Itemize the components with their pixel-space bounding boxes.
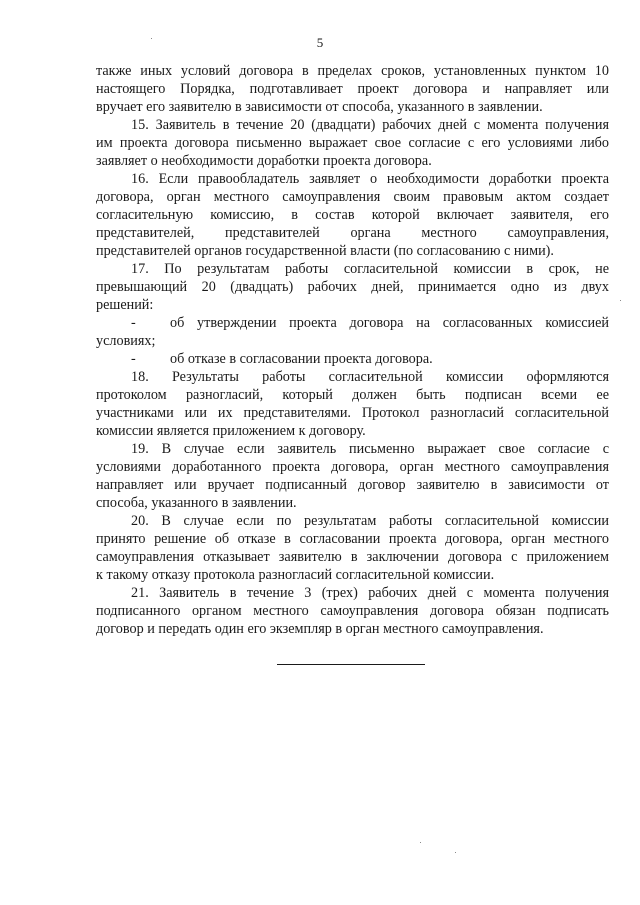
text-line: представителей органов государственной власти (по согласованию с ними). bbox=[96, 243, 554, 259]
text-line: 16. Если правообладатель заявляет о необходимости доработки проекта bbox=[131, 171, 609, 187]
text-line: условиях; bbox=[96, 333, 156, 349]
scan-speck bbox=[420, 842, 421, 843]
text-line: договор и передать один его экземпляр в орган местного самоуправления. bbox=[96, 621, 544, 637]
text-line: 19. В случае если заявитель письменно выражает свое согласие с bbox=[131, 441, 609, 457]
text-line: 15. Заявитель в течение 20 (двадцати) рабочих дней с момента получения bbox=[131, 117, 609, 133]
text-line: протоколом разногласий, который должен быть подписан всеми ее bbox=[96, 387, 609, 403]
text-line: условиями доработанного проекта договора, орган местного самоуправления bbox=[96, 459, 609, 475]
text-line: решений: bbox=[96, 297, 154, 313]
end-rule bbox=[277, 664, 425, 665]
text-line: им проекта договора письменно выражает свое согласие с его условиями либо bbox=[96, 135, 609, 151]
text-line: к такому отказу протокола разногласий согласительной комиссии. bbox=[96, 567, 495, 583]
scan-speck bbox=[620, 300, 621, 301]
text-line: 17. По результатам работы согласительной комиссии в срок, не bbox=[131, 261, 609, 277]
text-line: представителей, представителей органа местного самоуправления, bbox=[96, 225, 609, 241]
list-item-text: об утверждении проекта договора на согласованных комиссией bbox=[170, 315, 609, 331]
text-line: договора, орган местного самоуправления своим правовым актом создает bbox=[96, 189, 609, 205]
list-item-text: об отказе в согласовании проекта договора. bbox=[170, 351, 433, 367]
text-line: подписанного органом местного самоуправления договора обязан подписать bbox=[96, 603, 609, 619]
scan-speck bbox=[151, 38, 152, 39]
text-line: заявляет о необходимости доработки проекта договора. bbox=[96, 153, 432, 169]
bullet-marker: - bbox=[131, 315, 136, 331]
text-line: также иных условий договора в пределах сроков, установленных пунктом 10 bbox=[96, 63, 609, 79]
bullet-marker: - bbox=[131, 351, 136, 367]
text-line: 18. Результаты работы согласительной комиссии оформляются bbox=[131, 369, 609, 385]
text-line: комиссии является приложением к договору. bbox=[96, 423, 366, 439]
text-line: вручает его заявителю в зависимости от способа, указанного в заявлении. bbox=[96, 99, 543, 115]
text-line: участниками или их представителями. Протокол разногласий согласительной bbox=[96, 405, 609, 421]
scan-speck bbox=[455, 852, 456, 853]
text-line: самоуправления отказывает заявителю в заключении договора с приложением bbox=[96, 549, 609, 565]
text-line: согласительную комиссию, в состав которой включает заявителя, его bbox=[96, 207, 609, 223]
text-line: 20. В случае если по результатам работы согласительной комиссии bbox=[131, 513, 609, 529]
text-line: направляет или вручает подписанный договор заявителю в зависимости от bbox=[96, 477, 609, 493]
text-line: настоящего Порядка, подготавливает проект договора и направляет или bbox=[96, 81, 609, 97]
text-line: принято решение об отказе в согласовании проекта договора, орган местного bbox=[96, 531, 609, 547]
text-line: превышающий 20 (двадцать) рабочих дней, принимается одно из двух bbox=[96, 279, 609, 295]
text-line: 21. Заявитель в течение 3 (трех) рабочих дней с момента получения bbox=[131, 585, 609, 601]
page-number: 5 bbox=[316, 35, 324, 50]
text-line: способа, указанного в заявлении. bbox=[96, 495, 297, 511]
